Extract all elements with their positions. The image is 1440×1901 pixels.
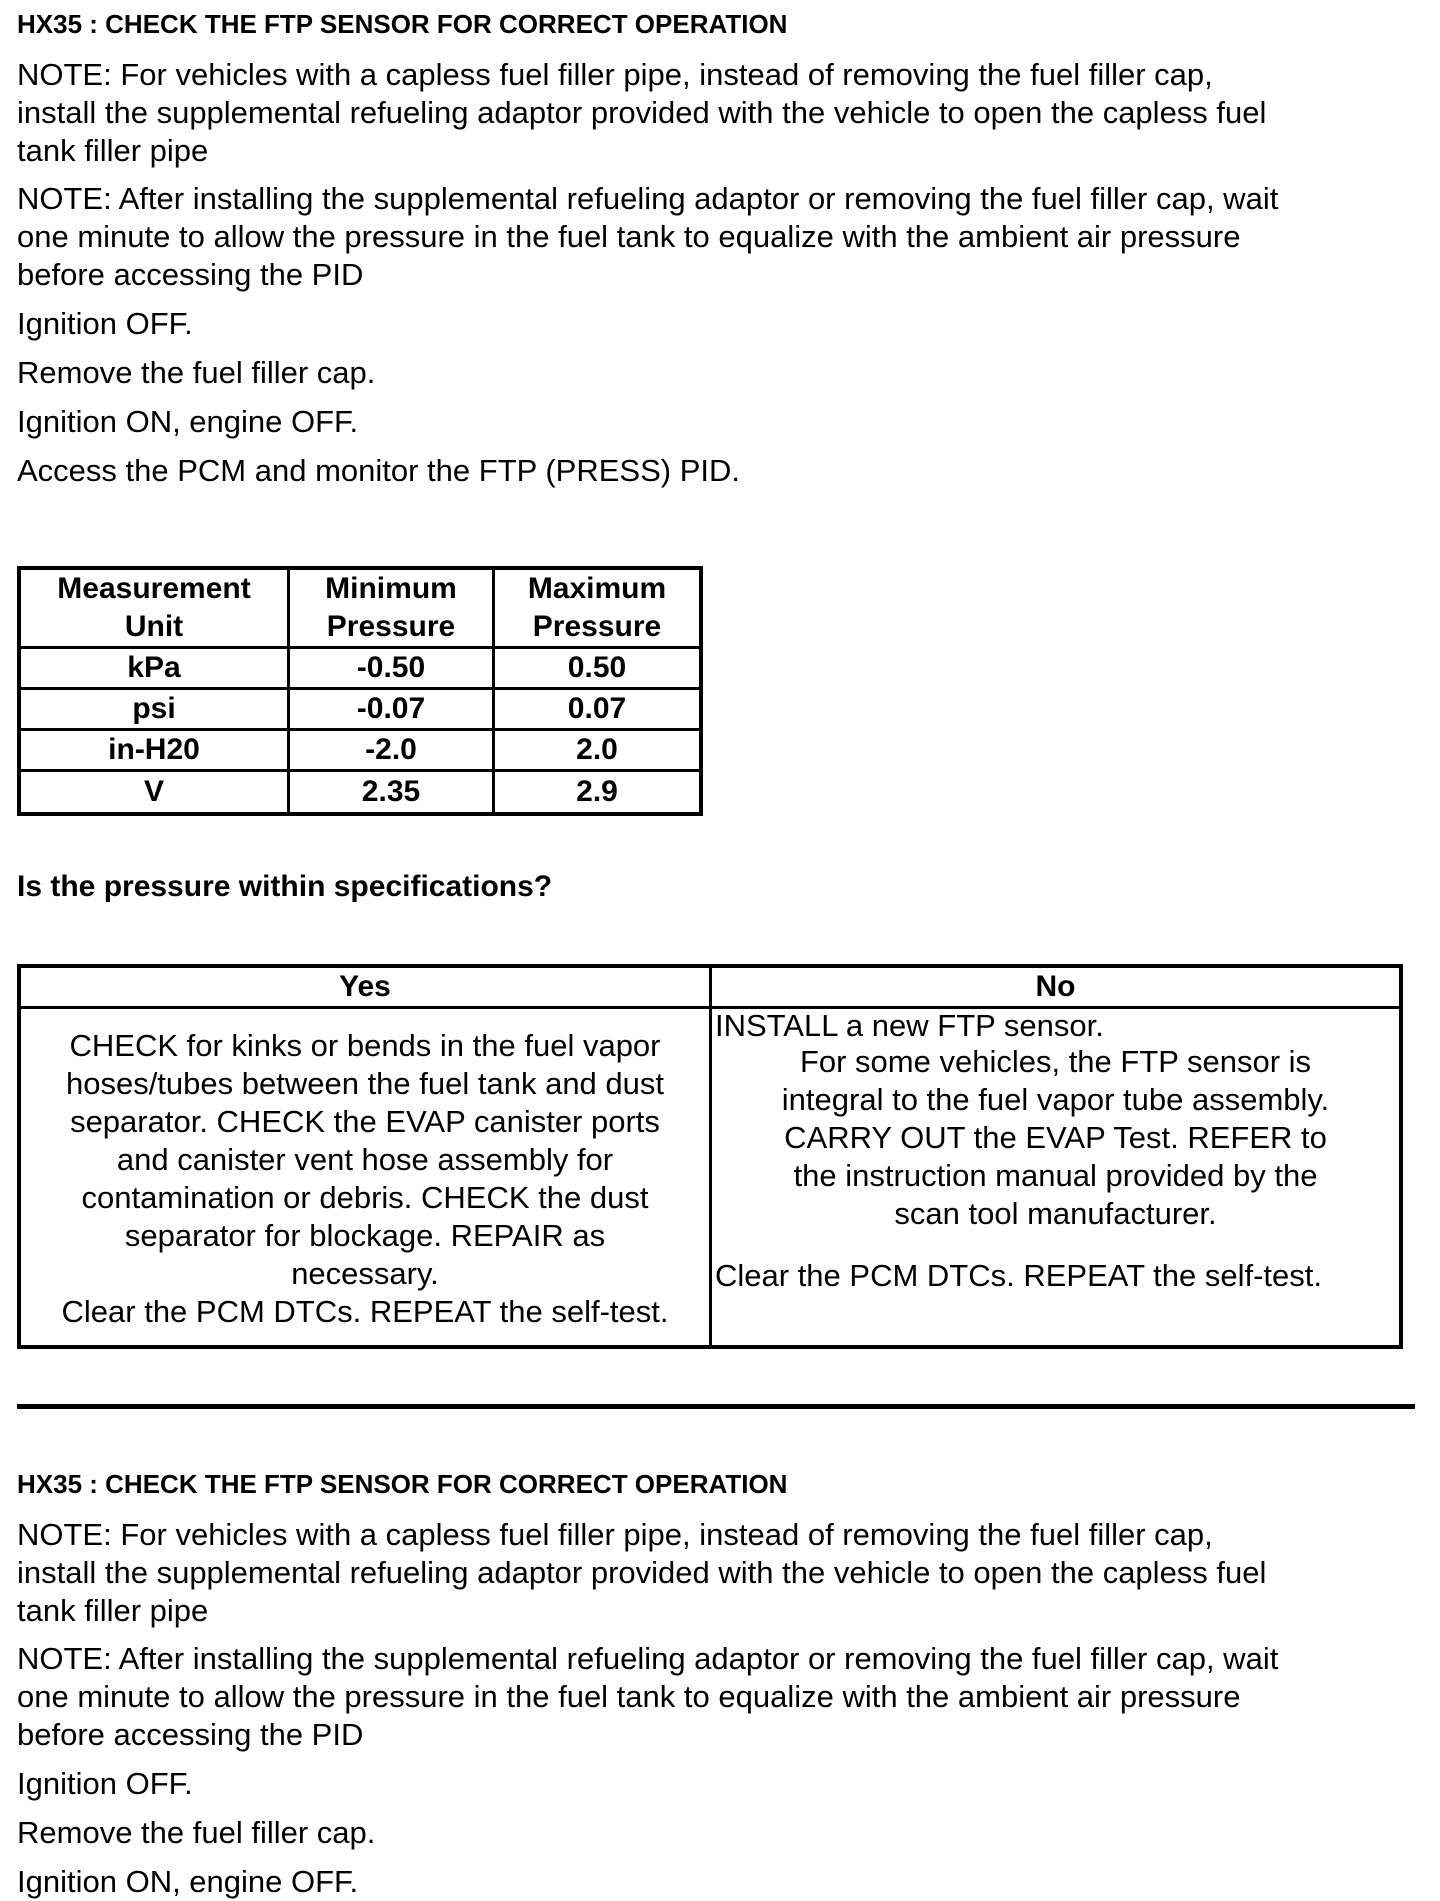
note-line: before accessing the PID bbox=[17, 1717, 364, 1752]
no-line: integral to the fuel vapor tube assembly. bbox=[781, 1082, 1330, 1117]
no-line: INSTALL a new FTP sensor. bbox=[715, 1008, 1104, 1043]
header-line: Maximum bbox=[527, 572, 667, 605]
cell-min: -2.0 bbox=[289, 730, 494, 771]
section-heading: HX35 : CHECK THE FTP SENSOR FOR CORRECT OPERATION bbox=[17, 9, 788, 39]
no-cell bbox=[711, 1008, 1402, 1348]
step-remove-cap: Remove the fuel filler cap. bbox=[17, 355, 376, 390]
step-remove-cap: Remove the fuel filler cap. bbox=[17, 1815, 376, 1850]
no-line: scan tool manufacturer. bbox=[894, 1196, 1217, 1231]
step-ignition-off: Ignition OFF. bbox=[17, 1766, 193, 1801]
cell-unit: psi bbox=[19, 689, 289, 730]
yes-line: separator for blockage. REPAIR as bbox=[124, 1218, 606, 1253]
section-heading: HX35 : CHECK THE FTP SENSOR FOR CORRECT OPERATION bbox=[17, 1469, 788, 1499]
note-line: install the supplemental refueling adaptor provided with the vehicle to open the capless fuel bbox=[17, 95, 1267, 130]
table-row bbox=[19, 730, 701, 771]
step-ignition-on: Ignition ON, engine OFF. bbox=[17, 404, 359, 439]
cell-min: -0.50 bbox=[289, 648, 494, 689]
yes-line: CHECK for kinks or bends in the fuel vapor bbox=[69, 1028, 661, 1063]
note-line: tank filler pipe bbox=[17, 133, 209, 168]
note-line: one minute to allow the pressure in the fuel tank to equalize with the ambient air pressure bbox=[17, 1679, 1241, 1714]
no-header: No bbox=[711, 966, 1402, 1008]
header-measurement-unit bbox=[19, 568, 289, 648]
spec-header-row bbox=[19, 568, 701, 648]
cell-max: 0.07 bbox=[494, 689, 702, 730]
yes-line: hoses/tubes between the fuel tank and dust bbox=[65, 1066, 665, 1101]
yes-instructions bbox=[21, 1009, 709, 1331]
yes-line: and canister vent hose assembly for bbox=[116, 1142, 614, 1177]
header-line: Measurement bbox=[57, 572, 251, 605]
cell-unit: in-H20 bbox=[19, 730, 289, 771]
note-line: NOTE: After installing the supplemental refueling adaptor or removing the fuel filler cap, wait bbox=[17, 1641, 1279, 1676]
note-line: NOTE: For vehicles with a capless fuel filler pipe, instead of removing the fuel filler cap, bbox=[17, 1517, 1213, 1552]
no-line: Clear the PCM DTCs. REPEAT the self-test. bbox=[715, 1258, 1322, 1293]
yes-line: Clear the PCM DTCs. REPEAT the self-test. bbox=[61, 1294, 669, 1329]
header-minimum-pressure bbox=[289, 568, 494, 648]
step-ignition-off: Ignition OFF. bbox=[17, 306, 193, 341]
header-line: Unit bbox=[124, 610, 184, 643]
cell-min: -0.07 bbox=[289, 689, 494, 730]
table-row bbox=[19, 689, 701, 730]
cell-max: 2.9 bbox=[494, 771, 702, 815]
cell-unit: V bbox=[19, 771, 289, 815]
yes-cell bbox=[19, 1008, 711, 1348]
decision-body-row bbox=[19, 1008, 1401, 1348]
cell-max: 2.0 bbox=[494, 730, 702, 771]
note-equalize bbox=[17, 1640, 1417, 1754]
note-line: NOTE: For vehicles with a capless fuel filler pipe, instead of removing the fuel filler cap, bbox=[17, 57, 1213, 92]
note-line: before accessing the PID bbox=[17, 257, 364, 292]
note-equalize bbox=[17, 180, 1417, 294]
yes-line: necessary. bbox=[291, 1256, 439, 1291]
note-capless bbox=[17, 1516, 1417, 1630]
decision-header-row bbox=[19, 966, 1401, 1008]
header-maximum-pressure bbox=[494, 568, 702, 648]
procedure-section-2 bbox=[17, 1468, 1417, 1901]
note-line: install the supplemental refueling adaptor provided with the vehicle to open the capless fuel bbox=[17, 1555, 1267, 1590]
yes-line: separator. CHECK the EVAP canister ports bbox=[70, 1104, 660, 1139]
section-divider bbox=[17, 1404, 1415, 1409]
yes-header: Yes bbox=[19, 966, 711, 1008]
no-instructions bbox=[712, 1009, 1399, 1295]
table-row bbox=[19, 771, 701, 815]
header-line: Pressure bbox=[326, 610, 456, 643]
cell-min: 2.35 bbox=[289, 771, 494, 815]
decision-table bbox=[17, 964, 1403, 1349]
pressure-spec-table bbox=[17, 566, 703, 816]
step-ignition-on: Ignition ON, engine OFF. bbox=[17, 1864, 359, 1899]
step-access-pcm: Access the PCM and monitor the FTP (PRESS) PID. bbox=[17, 453, 741, 488]
no-line: the instruction manual provided by the bbox=[793, 1158, 1318, 1193]
cell-max: 0.50 bbox=[494, 648, 702, 689]
header-line: Minimum bbox=[325, 572, 457, 605]
header-line: Pressure bbox=[532, 610, 662, 643]
note-line: NOTE: After installing the supplemental refueling adaptor or removing the fuel filler cap, wait bbox=[17, 181, 1279, 216]
table-row bbox=[19, 648, 701, 689]
cell-unit: kPa bbox=[19, 648, 289, 689]
no-line: CARRY OUT the EVAP Test. REFER to bbox=[784, 1120, 1327, 1155]
spec-question: Is the pressure within specifications? bbox=[17, 870, 553, 903]
note-line: tank filler pipe bbox=[17, 1593, 209, 1628]
note-line: one minute to allow the pressure in the fuel tank to equalize with the ambient air pressure bbox=[17, 219, 1241, 254]
yes-line: contamination or debris. CHECK the dust bbox=[81, 1180, 649, 1215]
note-capless bbox=[17, 56, 1417, 170]
no-line: For some vehicles, the FTP sensor is bbox=[799, 1044, 1312, 1079]
procedure-section-1 bbox=[17, 8, 1417, 490]
